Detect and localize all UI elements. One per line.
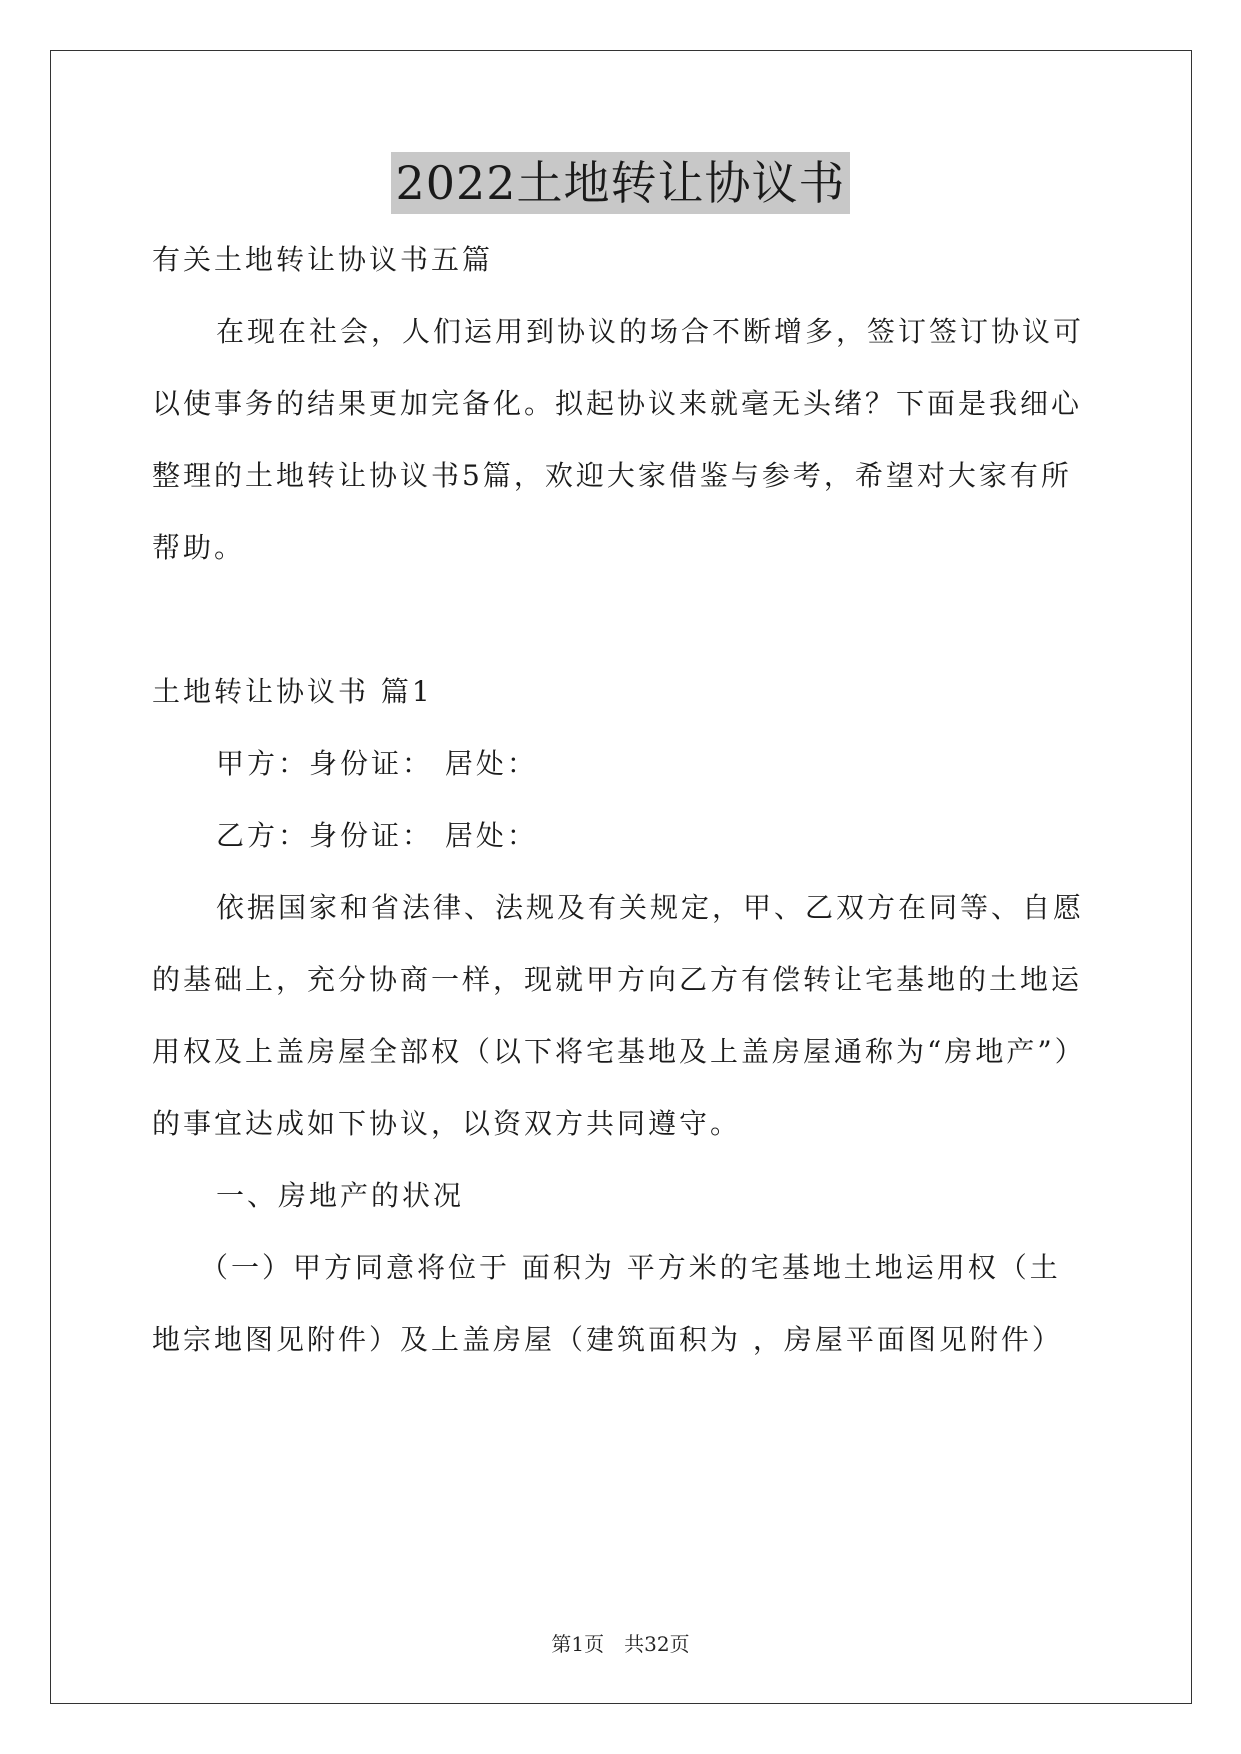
document-subtitle: 有关土地转让协议书五篇 — [152, 243, 494, 276]
paragraph-line: 在现在社会，人们运用到协议的场合不断增多，签订签订协议可 — [216, 315, 1085, 348]
paragraph-line: 用权及上盖房屋全部权（以下将宅基地及上盖房屋通称为“房地产”） — [152, 1035, 1086, 1068]
paragraph-line: 帮助。 — [152, 531, 246, 564]
paragraph-line: （一）甲方同意将位于 面积为 平方米的宅基地土地运用权（土 — [200, 1251, 1061, 1284]
paragraph-line: 的事宜达成如下协议，以资双方共同遵守。 — [152, 1107, 742, 1140]
paragraph-line: 的基础上，充分协商一样，现就甲方向乙方有偿转让宅基地的土地运 — [152, 963, 1083, 996]
paragraph-line: 地宗地图见附件）及上盖房屋（建筑面积为 ，房屋平面图见附件） — [152, 1323, 1063, 1356]
section-heading: 土地转让协议书 篇1 — [152, 675, 433, 708]
paragraph-line: 整理的土地转让协议书5篇，欢迎大家借鉴与参考，希望对大家有所 — [152, 459, 1072, 492]
paragraph-line: 以使事务的结果更加完备化。拟起协议来就毫无头绪？下面是我细心 — [152, 387, 1083, 420]
party-a-line: 甲方：身份证： 居处： — [216, 747, 538, 780]
title-container — [0, 152, 1241, 214]
paragraph-line: 依据国家和省法律、法规及有关规定，甲、乙双方在同等、自愿 — [216, 891, 1085, 924]
page-border — [50, 50, 1192, 1704]
page-footer — [0, 1630, 1241, 1658]
page-number: 第1页 — [551, 1632, 605, 1656]
clause-heading: 一、房地产的状况 — [216, 1179, 465, 1212]
party-b-line: 乙方：身份证： 居处： — [216, 819, 538, 852]
document-title: 2022土地转让协议书 — [391, 152, 849, 214]
page-total: 共32页 — [624, 1632, 690, 1656]
